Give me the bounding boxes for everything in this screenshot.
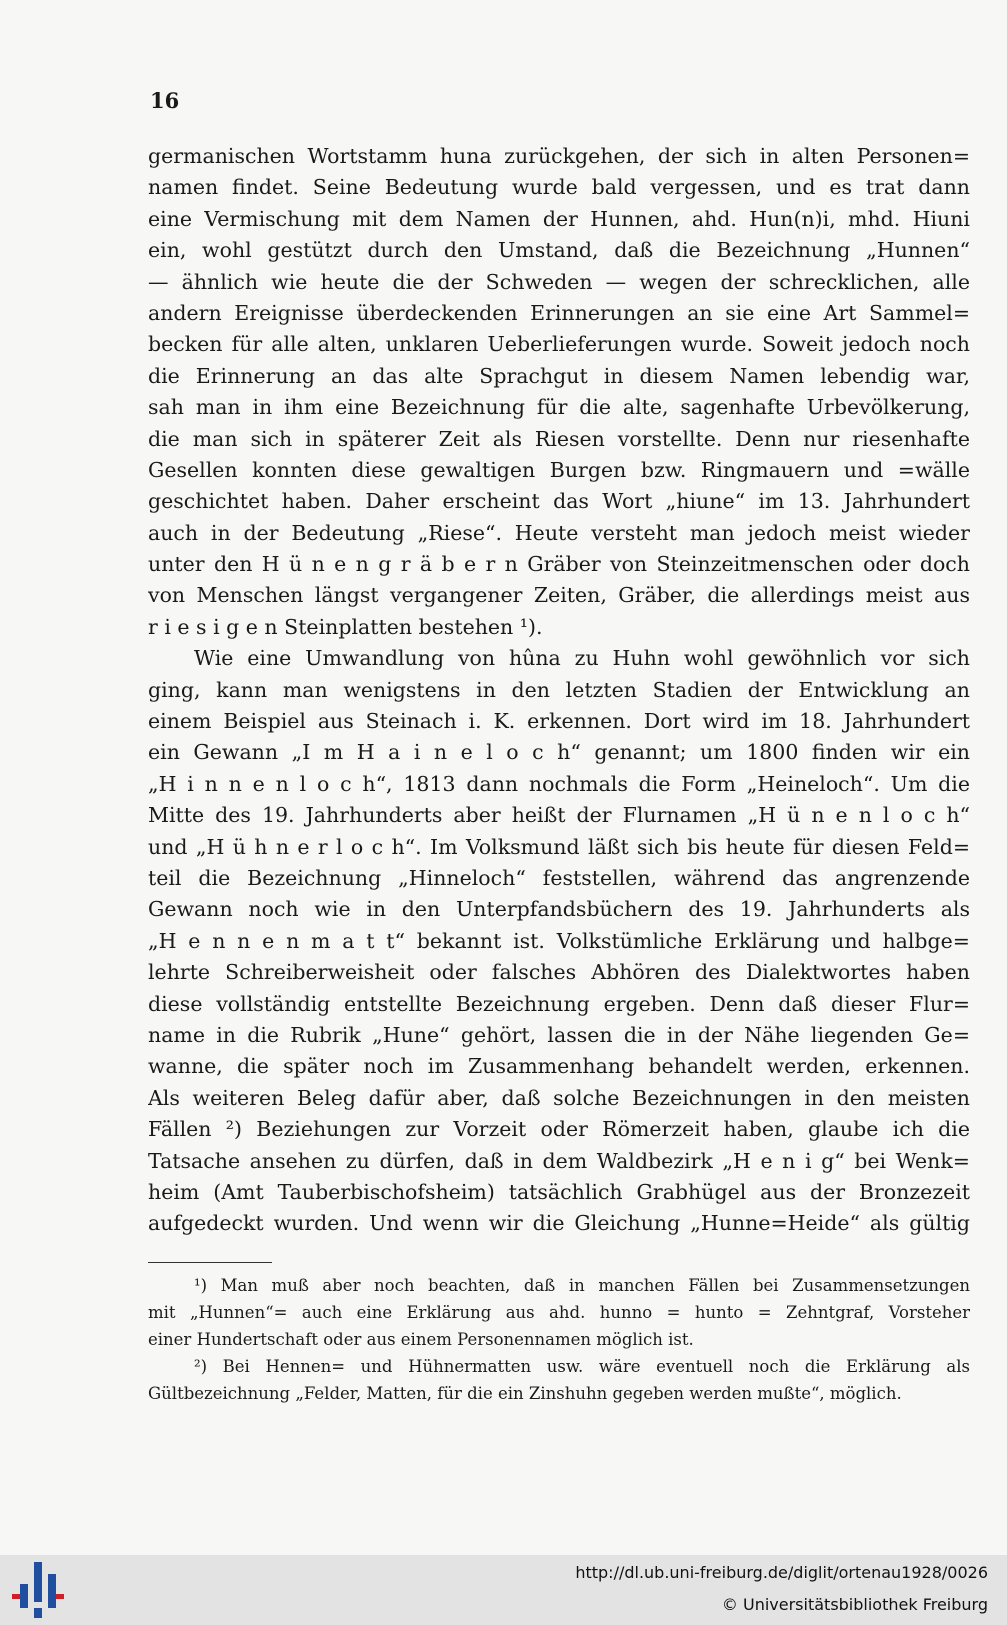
text-line: andern Ereignisse überdeckenden Erinnerungen an sie eine Art Sammel= bbox=[148, 300, 970, 325]
text-line: Mitte des 19. Jahrhunderts aber heißt der Flurnamen „H ü n e n l o c h“ bbox=[148, 803, 970, 828]
footnote-line: ²) Bei Hennen= und Hühnermatten usw. wäre eventuell noch die Erklärung als bbox=[194, 1357, 970, 1376]
text-line: namen findet. Seine Bedeutung wurde bald vergessen, und es trat dann bbox=[148, 175, 970, 200]
text-line: wanne, die später noch im Zusammenhang behandelt werden, erkennen. bbox=[148, 1054, 970, 1079]
text-line: „H e n n e n m a t t“ bekannt ist. Volkstümliche Erklärung und halbge= bbox=[148, 928, 970, 953]
page-number: 16 bbox=[150, 88, 180, 113]
text-line: r i e s i g e n Steinplatten bestehen ¹). bbox=[148, 614, 543, 639]
text-line: Wie eine Umwandlung von hûna zu Huhn wohl gewöhnlich vor sich bbox=[194, 646, 970, 671]
text-line: germanischen Wortstamm huna zurückgehen, der sich in alten Personen= bbox=[148, 144, 970, 168]
text-line: name in die Rubrik „Hune“ gehört, lassen die in der Nähe liegenden Ge= bbox=[148, 1022, 970, 1047]
text-line: ging, kann man wenigstens in den letzten Stadien der Entwicklung an bbox=[148, 677, 970, 702]
text-line: geschichtet haben. Daher erscheint das Wort „hiune“ im 13. Jahrhundert bbox=[148, 489, 970, 514]
text-line: Tatsache ansehen zu dürfen, daß in dem Waldbezirk „H e n i g“ bei Wenk= bbox=[148, 1148, 970, 1173]
text-line: aufgedeckt wurden. Und wenn wir die Gleichung „Hunne=Heide“ als gültig bbox=[148, 1211, 970, 1236]
text-line: teil die Bezeichnung „Hinneloch“ feststellen, während das angrenzende bbox=[148, 865, 970, 890]
text-line: ein Gewann „I m H a i n e l o c h“ genannt; um 1800 finden wir ein bbox=[148, 740, 970, 765]
text-line: eine Vermischung mit dem Namen der Hunnen, ahd. Hun(n)i, mhd. Hiuni bbox=[148, 206, 970, 231]
text-line: sah man in ihm eine Bezeichnung für die alte, sagenhafte Urbevölkerung, bbox=[148, 395, 970, 420]
text-line: auch in der Bedeutung „Riese“. Heute versteht man jedoch meist wieder bbox=[148, 520, 970, 545]
body-text bbox=[148, 141, 970, 1240]
footnote-line: mit „Hunnen“= auch eine Erklärung aus ahd. hunno = hunto = Zehntgraf, Vorsteher bbox=[148, 1303, 970, 1322]
footnotes bbox=[148, 1272, 970, 1407]
footnote-line: Gültbezeichnung „Felder, Matten, für die ein Zinshuhn gegeben werden mußte“, möglich. bbox=[148, 1384, 902, 1403]
text-line: Gewann noch wie in den Unterpfandsbüchern des 19. Jahrhunderts als bbox=[148, 897, 970, 922]
text-line: ein, wohl gestützt durch den Umstand, daß die Bezeichnung „Hunnen“ bbox=[148, 238, 970, 263]
footnote-line: einer Hundertschaft oder aus einem Personennamen möglich ist. bbox=[148, 1330, 694, 1349]
source-url[interactable]: http://dl.ub.uni-freiburg.de/diglit/ortenau1928/0026 bbox=[575, 1563, 988, 1582]
text-line: von Menschen längst vergangener Zeiten, Gräber, die allerdings meist aus bbox=[148, 583, 970, 608]
text-line: Als weiteren Beleg dafür aber, daß solche Bezeichnungen in den meisten bbox=[148, 1085, 970, 1110]
text-line: die man sich in späterer Zeit als Riesen vorstellte. Denn nur riesenhafte bbox=[148, 426, 970, 451]
footnote-line: ¹) Man muß aber noch beachten, daß in manchen Fällen bei Zusammensetzungen bbox=[194, 1276, 970, 1295]
text-line: lehrte Schreiberweisheit oder falsches Abhören des Dialektwortes haben bbox=[148, 960, 970, 985]
text-line: einem Beispiel aus Steinach i. K. erkennen. Dort wird im 18. Jahrhundert bbox=[148, 709, 970, 734]
footnote-divider bbox=[148, 1262, 272, 1263]
ub-freiburg-logo-icon bbox=[10, 1558, 66, 1620]
text-line: Gesellen konnten diese gewaltigen Burgen bzw. Ringmauern und =wälle bbox=[148, 457, 970, 482]
text-line: unter den H ü n e n g r ä b e r n Gräber von Steinzeitmenschen oder doch bbox=[148, 552, 970, 577]
text-line: heim (Amt Tauberbischofsheim) tatsächlich Grabhügel aus der Bronzezeit bbox=[148, 1179, 970, 1204]
text-line: becken für alle alten, unklaren Ueberlieferungen wurde. Soweit jedoch noch bbox=[148, 332, 970, 357]
text-line: die Erinnerung an das alte Sprachgut in diesem Namen lebendig war, bbox=[148, 363, 970, 388]
text-line: — ähnlich wie heute die der Schweden — wegen der schrecklichen, alle bbox=[148, 269, 970, 294]
text-line: und „H ü h n e r l o c h“. Im Volksmund läßt sich bis heute für diesen Feld= bbox=[148, 834, 970, 859]
text-line: diese vollständig entstellte Bezeichnung ergeben. Denn daß dieser Flur= bbox=[148, 991, 970, 1016]
copyright-notice: © Universitätsbibliothek Freiburg bbox=[721, 1595, 988, 1614]
text-line: Fällen ²) Beziehungen zur Vorzeit oder Römerzeit haben, glaube ich die bbox=[148, 1117, 970, 1142]
text-line: „H i n n e n l o c h“, 1813 dann nochmals die Form „Heineloch“. Um die bbox=[148, 771, 970, 796]
